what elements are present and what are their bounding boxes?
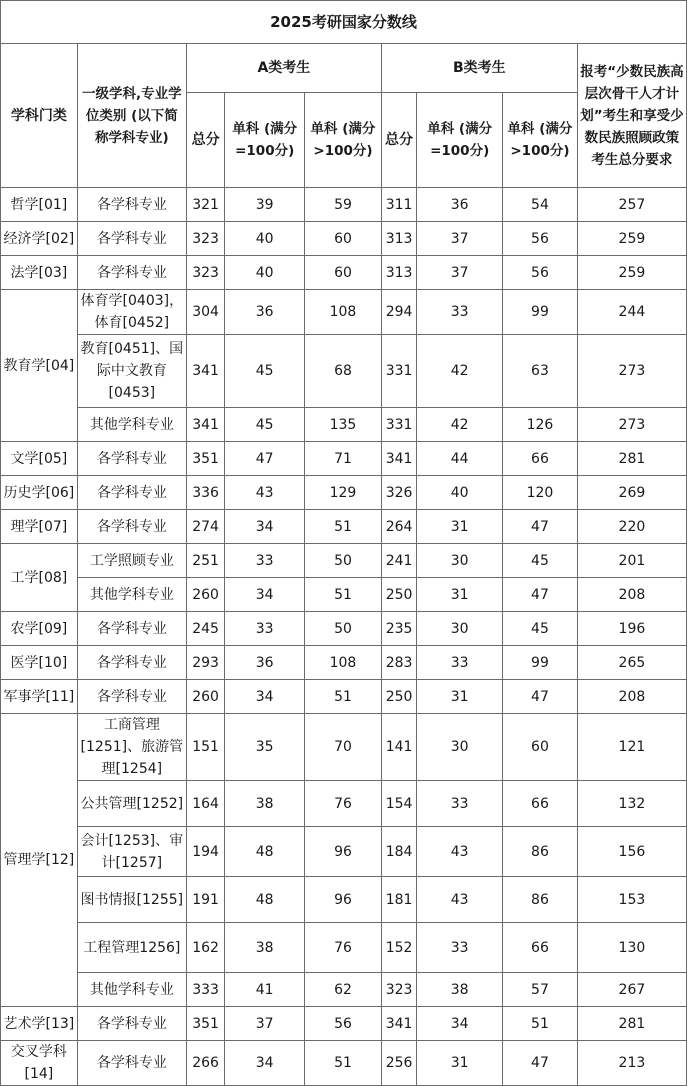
- table-row: [1, 188, 687, 222]
- score-cell-a-total: 336: [186, 476, 224, 510]
- table-title: 2025考研国家分数线: [1, 1, 687, 44]
- table-row: [1, 680, 687, 714]
- score-cell-b-sgt: 66: [503, 923, 578, 973]
- score-cell-a-sgt: 62: [305, 973, 382, 1007]
- score-cell-minority: 259: [577, 222, 686, 256]
- score-cell-minority: 267: [577, 973, 686, 1007]
- table-row: [1, 578, 687, 612]
- score-cell-a-sgt: 60: [305, 222, 382, 256]
- score-cell-b-sgt: 56: [503, 222, 578, 256]
- score-cell-minority: 121: [577, 714, 686, 781]
- table-row: [1, 476, 687, 510]
- header-a-total: 总分: [186, 93, 224, 188]
- score-cell-b-sgt: 57: [503, 973, 578, 1007]
- discipline-cell: 工学照顾专业: [77, 544, 186, 578]
- subject-category-cell: 经济学[02]: [1, 222, 78, 256]
- score-cell-b-sgt: 66: [503, 442, 578, 476]
- score-cell-minority: 257: [577, 188, 686, 222]
- discipline-cell: 各学科专业: [77, 510, 186, 544]
- table-row: [1, 827, 687, 877]
- score-cell-minority: 269: [577, 476, 686, 510]
- score-cell-b-s100: 37: [417, 256, 503, 290]
- score-cell-b-s100: 30: [417, 612, 503, 646]
- discipline-cell: 工商管理[1251]、旅游管理[1254]: [77, 714, 186, 781]
- score-cell-b-sgt: 45: [503, 544, 578, 578]
- score-cell-a-s100: 43: [225, 476, 305, 510]
- score-cell-a-total: 341: [186, 335, 224, 408]
- score-cell-a-sgt: 51: [305, 510, 382, 544]
- score-cell-a-total: 194: [186, 827, 224, 877]
- score-cell-a-total: 274: [186, 510, 224, 544]
- subject-category-cell: 工学[08]: [1, 544, 78, 612]
- score-cell-b-s100: 36: [417, 188, 503, 222]
- table-row: [1, 877, 687, 923]
- score-cell-a-total: 351: [186, 442, 224, 476]
- score-cell-a-sgt: 129: [305, 476, 382, 510]
- score-cell-a-s100: 40: [225, 222, 305, 256]
- score-cell-a-total: 323: [186, 222, 224, 256]
- score-cell-a-sgt: 108: [305, 646, 382, 680]
- discipline-cell: 公共管理[1252]: [77, 781, 186, 827]
- score-cell-b-sgt: 60: [503, 714, 578, 781]
- score-cell-minority: 220: [577, 510, 686, 544]
- discipline-cell: 各学科专业: [77, 188, 186, 222]
- score-cell-b-total: 311: [381, 188, 416, 222]
- subject-category-cell: 教育学[04]: [1, 290, 78, 442]
- score-cell-minority: 208: [577, 680, 686, 714]
- discipline-cell: 其他学科专业: [77, 578, 186, 612]
- score-cell-a-s100: 47: [225, 442, 305, 476]
- score-cell-b-sgt: 51: [503, 1007, 578, 1041]
- score-cell-a-s100: 48: [225, 827, 305, 877]
- table-row: [1, 544, 687, 578]
- score-cell-a-total: 293: [186, 646, 224, 680]
- table-body: [1, 188, 687, 1086]
- score-cell-b-sgt: 47: [503, 578, 578, 612]
- header-b-single-100: 单科 (满分=100分): [417, 93, 503, 188]
- score-cell-a-total: 191: [186, 877, 224, 923]
- score-cell-b-s100: 31: [417, 1041, 503, 1086]
- subject-category-cell: 文学[05]: [1, 442, 78, 476]
- score-cell-b-sgt: 66: [503, 781, 578, 827]
- score-cell-a-s100: 40: [225, 256, 305, 290]
- table-row: [1, 714, 687, 781]
- score-cell-b-total: 241: [381, 544, 416, 578]
- table-row: [1, 510, 687, 544]
- discipline-cell: 各学科专业: [77, 256, 186, 290]
- header-a-single-100: 单科 (满分=100分): [225, 93, 305, 188]
- header-b-single-gt100: 单科 (满分>100分): [503, 93, 578, 188]
- discipline-cell: 会计[1253]、审计[1257]: [77, 827, 186, 877]
- header-a-single-gt100: 单科 (满分>100分): [305, 93, 382, 188]
- score-cell-b-total: 250: [381, 680, 416, 714]
- score-cell-b-s100: 43: [417, 827, 503, 877]
- score-cell-b-total: 283: [381, 646, 416, 680]
- score-cell-b-s100: 42: [417, 335, 503, 408]
- score-cell-a-sgt: 96: [305, 877, 382, 923]
- discipline-cell: 工程管理1256]: [77, 923, 186, 973]
- score-cell-a-sgt: 71: [305, 442, 382, 476]
- header-minority: 报考“少数民族高层次骨干人才计划”考生和享受少数民族照顾政策考生总分要求: [577, 44, 686, 188]
- score-cell-a-s100: 39: [225, 188, 305, 222]
- discipline-cell: 其他学科专业: [77, 408, 186, 442]
- score-cell-b-sgt: 126: [503, 408, 578, 442]
- table-row: [1, 973, 687, 1007]
- score-cell-b-total: 256: [381, 1041, 416, 1086]
- score-cell-a-s100: 36: [225, 290, 305, 335]
- score-cell-b-s100: 37: [417, 222, 503, 256]
- score-cell-minority: 196: [577, 612, 686, 646]
- score-cell-b-total: 331: [381, 408, 416, 442]
- score-cell-minority: 281: [577, 1007, 686, 1041]
- score-cell-b-s100: 43: [417, 877, 503, 923]
- discipline-cell: 体育学[0403]，体育[0452]: [77, 290, 186, 335]
- score-cell-b-s100: 44: [417, 442, 503, 476]
- score-cell-b-sgt: 86: [503, 827, 578, 877]
- score-cell-a-sgt: 76: [305, 781, 382, 827]
- header-group-b: B类考生: [381, 44, 577, 93]
- score-cell-b-sgt: 99: [503, 290, 578, 335]
- score-cell-b-s100: 31: [417, 578, 503, 612]
- score-cell-b-total: 141: [381, 714, 416, 781]
- header-group-a: A类考生: [186, 44, 381, 93]
- score-cell-a-sgt: 56: [305, 1007, 382, 1041]
- score-cell-a-s100: 41: [225, 973, 305, 1007]
- table-row: [1, 612, 687, 646]
- score-cell-b-s100: 38: [417, 973, 503, 1007]
- score-cell-b-total: 341: [381, 1007, 416, 1041]
- discipline-cell: 各学科专业: [77, 222, 186, 256]
- score-cell-a-s100: 33: [225, 544, 305, 578]
- table-row: [1, 335, 687, 408]
- score-cell-b-s100: 34: [417, 1007, 503, 1041]
- score-cell-b-total: 294: [381, 290, 416, 335]
- score-cell-a-sgt: 59: [305, 188, 382, 222]
- subject-category-cell: 管理学[12]: [1, 714, 78, 1007]
- score-cell-b-total: 313: [381, 256, 416, 290]
- score-cell-a-sgt: 50: [305, 544, 382, 578]
- score-cell-a-s100: 34: [225, 680, 305, 714]
- score-cell-a-s100: 36: [225, 646, 305, 680]
- table-row: [1, 290, 687, 335]
- discipline-cell: 各学科专业: [77, 442, 186, 476]
- score-cell-b-sgt: 47: [503, 1041, 578, 1086]
- discipline-cell: 各学科专业: [77, 612, 186, 646]
- table-row: [1, 408, 687, 442]
- score-cell-a-sgt: 108: [305, 290, 382, 335]
- score-cell-b-total: 313: [381, 222, 416, 256]
- score-cell-a-s100: 38: [225, 923, 305, 973]
- table-row: [1, 256, 687, 290]
- subject-category-cell: 历史学[06]: [1, 476, 78, 510]
- table-header: [1, 1, 687, 188]
- score-cell-b-sgt: 63: [503, 335, 578, 408]
- score-cell-a-sgt: 96: [305, 827, 382, 877]
- score-cell-a-s100: 38: [225, 781, 305, 827]
- discipline-cell: 其他学科专业: [77, 973, 186, 1007]
- score-cell-b-total: 154: [381, 781, 416, 827]
- score-cell-b-s100: 33: [417, 781, 503, 827]
- score-cell-b-sgt: 56: [503, 256, 578, 290]
- header-subject-category: 学科门类: [1, 44, 78, 188]
- score-cell-b-s100: 42: [417, 408, 503, 442]
- discipline-cell: 教育[0451]、国际中文教育[0453]: [77, 335, 186, 408]
- table-row: [1, 923, 687, 973]
- score-cell-a-total: 323: [186, 256, 224, 290]
- score-cell-b-total: 264: [381, 510, 416, 544]
- score-cell-b-s100: 31: [417, 680, 503, 714]
- score-cell-a-s100: 34: [225, 578, 305, 612]
- score-cell-a-sgt: 51: [305, 680, 382, 714]
- score-cell-a-s100: 34: [225, 510, 305, 544]
- score-cell-a-total: 304: [186, 290, 224, 335]
- score-cell-b-total: 152: [381, 923, 416, 973]
- score-cell-a-s100: 37: [225, 1007, 305, 1041]
- score-cell-a-s100: 48: [225, 877, 305, 923]
- score-cell-a-total: 351: [186, 1007, 224, 1041]
- score-cell-minority: 281: [577, 442, 686, 476]
- table-row: [1, 646, 687, 680]
- subject-category-cell: 哲学[01]: [1, 188, 78, 222]
- score-cell-minority: 153: [577, 877, 686, 923]
- score-cell-minority: 208: [577, 578, 686, 612]
- score-cell-b-s100: 40: [417, 476, 503, 510]
- table-row: [1, 442, 687, 476]
- score-cell-b-sgt: 86: [503, 877, 578, 923]
- score-cell-a-total: 333: [186, 973, 224, 1007]
- score-cell-minority: 259: [577, 256, 686, 290]
- score-cell-a-sgt: 70: [305, 714, 382, 781]
- table-row: [1, 1007, 687, 1041]
- score-cell-b-sgt: 99: [503, 646, 578, 680]
- score-cell-a-sgt: 76: [305, 923, 382, 973]
- table-row: [1, 781, 687, 827]
- table-row: [1, 222, 687, 256]
- discipline-cell: 各学科专业: [77, 1007, 186, 1041]
- score-cell-minority: 213: [577, 1041, 686, 1086]
- score-cell-b-sgt: 120: [503, 476, 578, 510]
- score-cell-a-sgt: 50: [305, 612, 382, 646]
- score-cell-b-total: 341: [381, 442, 416, 476]
- score-cell-a-total: 321: [186, 188, 224, 222]
- subject-category-cell: 交叉学科[14]: [1, 1041, 78, 1086]
- score-cell-a-total: 260: [186, 578, 224, 612]
- score-cell-minority: 130: [577, 923, 686, 973]
- discipline-cell: 各学科专业: [77, 1041, 186, 1086]
- score-cell-a-sgt: 60: [305, 256, 382, 290]
- discipline-cell: 图书情报[1255]: [77, 877, 186, 923]
- score-cell-b-total: 326: [381, 476, 416, 510]
- table-row: [1, 1041, 687, 1086]
- discipline-cell: 各学科专业: [77, 476, 186, 510]
- score-cell-a-sgt: 51: [305, 578, 382, 612]
- header-b-total: 总分: [381, 93, 416, 188]
- subject-category-cell: 医学[10]: [1, 646, 78, 680]
- score-cell-b-sgt: 47: [503, 680, 578, 714]
- score-cell-b-s100: 33: [417, 923, 503, 973]
- subject-category-cell: 艺术学[13]: [1, 1007, 78, 1041]
- score-cell-a-total: 341: [186, 408, 224, 442]
- score-cell-minority: 132: [577, 781, 686, 827]
- score-cell-minority: 273: [577, 408, 686, 442]
- score-cell-a-sgt: 135: [305, 408, 382, 442]
- score-cell-a-sgt: 51: [305, 1041, 382, 1086]
- score-cell-a-total: 164: [186, 781, 224, 827]
- score-cell-b-total: 181: [381, 877, 416, 923]
- score-cell-a-s100: 45: [225, 408, 305, 442]
- score-cell-a-total: 151: [186, 714, 224, 781]
- score-cell-a-total: 251: [186, 544, 224, 578]
- score-cell-b-s100: 33: [417, 290, 503, 335]
- score-cell-a-s100: 45: [225, 335, 305, 408]
- score-cell-minority: 265: [577, 646, 686, 680]
- score-cell-minority: 244: [577, 290, 686, 335]
- score-cell-b-total: 184: [381, 827, 416, 877]
- score-cell-b-s100: 30: [417, 714, 503, 781]
- discipline-cell: 各学科专业: [77, 680, 186, 714]
- score-cell-a-total: 162: [186, 923, 224, 973]
- score-cell-a-total: 260: [186, 680, 224, 714]
- score-cell-b-total: 235: [381, 612, 416, 646]
- subject-category-cell: 军事学[11]: [1, 680, 78, 714]
- score-cell-a-total: 266: [186, 1041, 224, 1086]
- score-cell-b-s100: 31: [417, 510, 503, 544]
- score-cell-b-total: 250: [381, 578, 416, 612]
- score-cell-b-sgt: 54: [503, 188, 578, 222]
- score-cell-b-total: 323: [381, 973, 416, 1007]
- subject-category-cell: 法学[03]: [1, 256, 78, 290]
- score-cell-b-total: 331: [381, 335, 416, 408]
- score-cell-b-sgt: 45: [503, 612, 578, 646]
- score-cell-a-sgt: 68: [305, 335, 382, 408]
- score-cell-a-s100: 33: [225, 612, 305, 646]
- score-cell-minority: 156: [577, 827, 686, 877]
- score-cell-minority: 273: [577, 335, 686, 408]
- score-cell-a-total: 245: [186, 612, 224, 646]
- score-cell-b-sgt: 47: [503, 510, 578, 544]
- subject-category-cell: 理学[07]: [1, 510, 78, 544]
- discipline-cell: 各学科专业: [77, 646, 186, 680]
- header-discipline: 一级学科,专业学位类别 (以下简称学科专业): [77, 44, 186, 188]
- subject-category-cell: 农学[09]: [1, 612, 78, 646]
- score-cell-a-s100: 35: [225, 714, 305, 781]
- score-cell-b-s100: 30: [417, 544, 503, 578]
- score-cell-b-s100: 33: [417, 646, 503, 680]
- score-cell-a-s100: 34: [225, 1041, 305, 1086]
- score-cell-minority: 201: [577, 544, 686, 578]
